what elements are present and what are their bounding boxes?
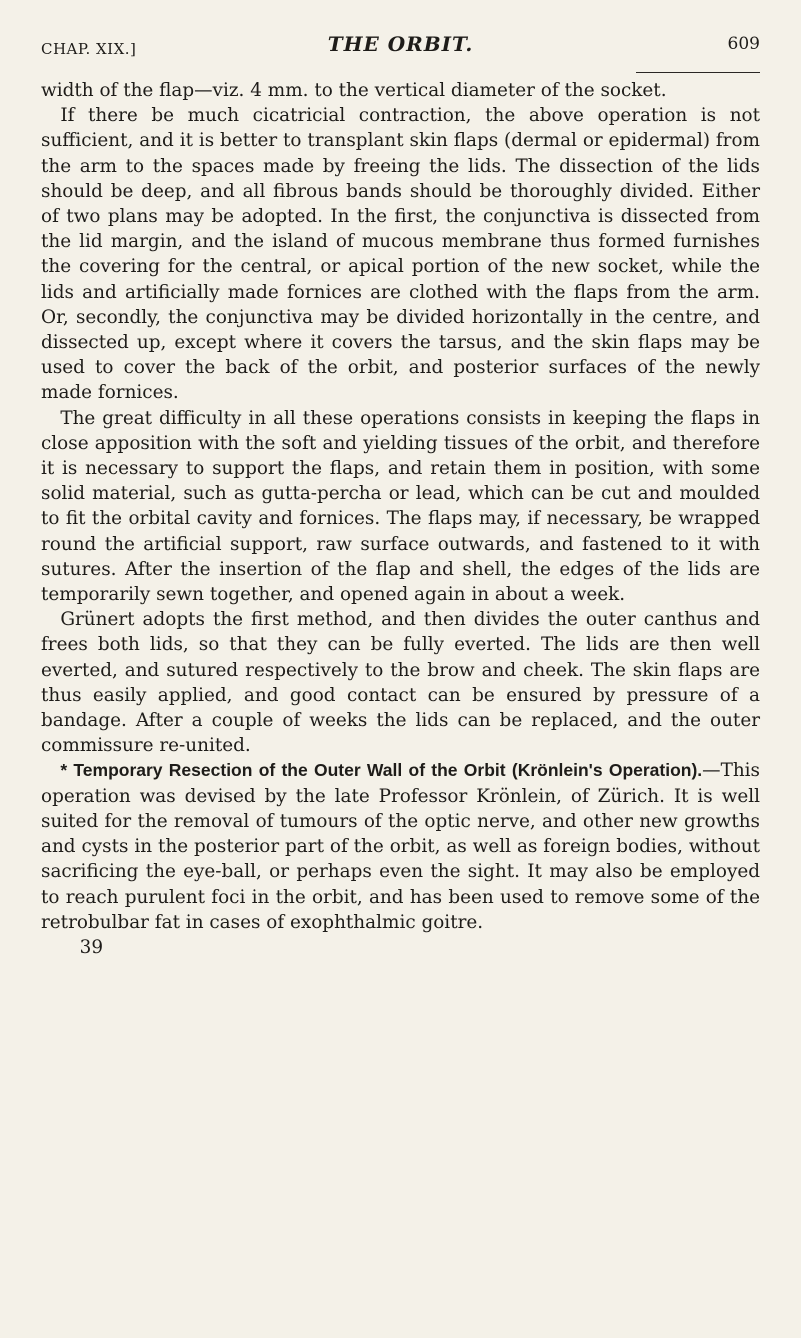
running-header	[41, 28, 760, 58]
page-body	[41, 78, 760, 960]
running-title: THE ORBIT.	[327, 32, 474, 56]
header-rule	[636, 72, 760, 73]
paragraph-kronlein	[41, 758, 760, 934]
paragraph-skin-flaps: If there be much cicatricial contraction, the above operation is not sufficient, and it is better to transplant skin flaps (dermal or epidermal) from the arm to the spaces made by freeing the lids. The dissection of the lids should be deep, and all fibrous bands should be thoroughly divided. Either of two plans may be adopted. In the first, the conjunctiva is dissected from the lid margin, and the island of mucous membrane thus formed furnishes the covering for the central, or apical portion of the new socket, while the lids and artificially made fornices are clothed with the flaps from the arm. Or, secondly, the conjunctiva may be divided horizontally in the centre, and dissected up, except where it covers the tarsus, and the skin flaps may be used to cover the back of the orbit, and posterior surfaces of the newly made fornices.	[41, 105, 760, 404]
chapter-label: CHAP. XIX.]	[41, 40, 137, 58]
page-number: 609	[727, 34, 760, 54]
paragraph-continued: width of the flap—viz. 4 mm. to the vertical diameter of the socket.	[41, 80, 667, 101]
signature-mark: 39	[79, 936, 104, 958]
paragraph-difficulty: The great difficulty in all these operations consists in keeping the flaps in close apposition with the soft and yielding tissues of the orbit, and therefore it is necessary to support the flaps, and retain them in position, with some solid material, such as gutta-percha or lead, which can be cut and moulded to fit the orbital cavity and fornices. The flaps may, if necessary, be wrapped round the artificial support, raw surface outwards, and fastened to it with sutures. After the insertion of the flap and shell, the edges of the lids are temporarily sewn together, and opened again in about a week.	[41, 407, 760, 606]
paragraph-grunert: Grünert adopts the first method, and then divides the outer canthus and frees both lids, so that they can be fully everted. The lids are then well everted, and sutured respectively to the brow and cheek. The skin flaps are thus easily applied, and good contact can be ensured by pressure of a bandage. After a couple of weeks the lids can be replaced, and the outer commissure re-united.	[41, 609, 760, 757]
section-text: —This operation was devised by the late Professor Krönlein, of Zürich. It is well suited for the removal of tumours of the optic nerve, and other new growths and cysts in the posterior part of the orbit, as well as foreign bodies, without sacrificing the eye-ball, or perhaps even the sight. It may also be employed to reach purulent foci in the orbit, and has been used to remove some of the retrobulbar fat in cases of exophthalmic goitre.	[41, 760, 760, 933]
section-heading: * Temporary Resection of the Outer Wall of the Orbit (Krönlein's Operation).	[60, 760, 703, 781]
